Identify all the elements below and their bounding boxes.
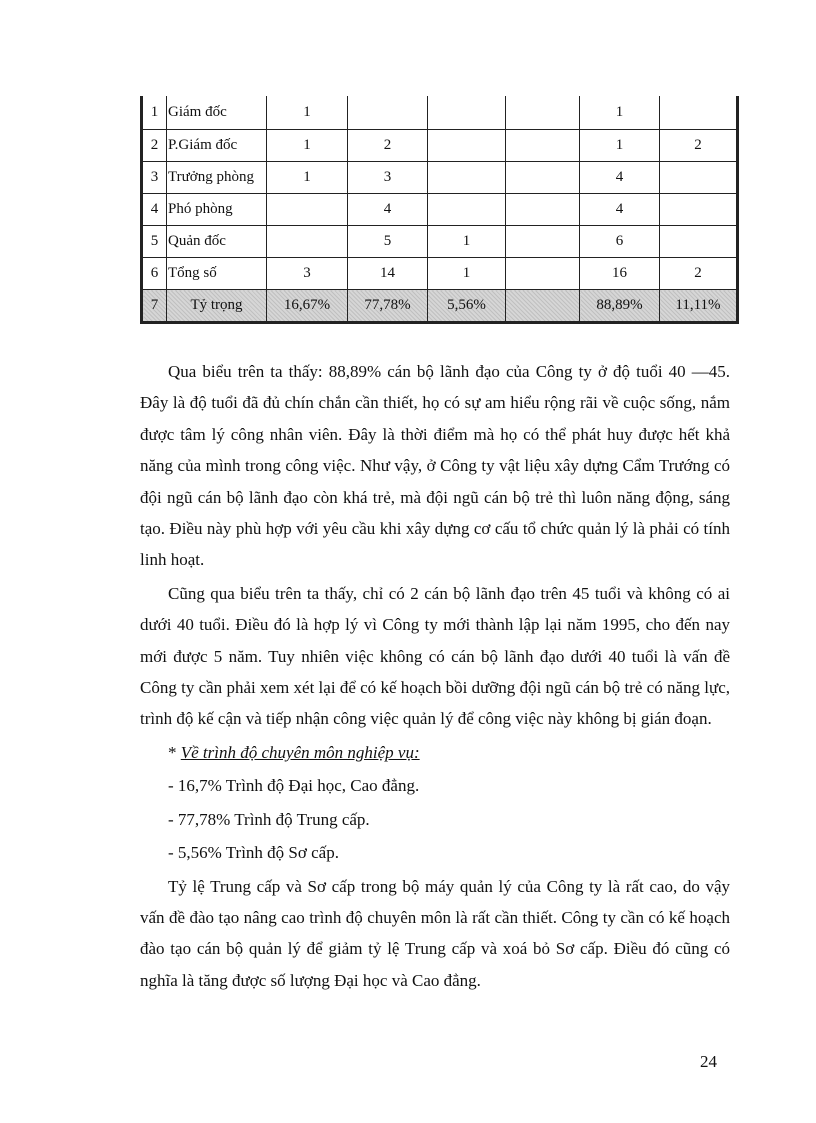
table-cell — [428, 162, 506, 194]
table-total-row — [142, 290, 738, 323]
staff-age-table — [140, 96, 739, 324]
row-number: 3 — [142, 162, 167, 194]
table-cell — [506, 162, 580, 194]
table-cell — [428, 96, 506, 130]
row-number: 4 — [142, 194, 167, 226]
table-cell: 2 — [660, 130, 738, 162]
row-number: 5 — [142, 226, 167, 258]
table-cell — [506, 130, 580, 162]
table-cell: 1 — [267, 96, 348, 130]
row-number: 7 — [142, 290, 167, 323]
table-cell — [506, 258, 580, 290]
page-number: 24 — [700, 1052, 717, 1071]
table-cell — [267, 226, 348, 258]
table-cell: 3 — [267, 258, 348, 290]
table-cell: 2 — [660, 258, 738, 290]
table-row — [142, 258, 738, 290]
paragraph: Tỷ lệ Trung cấp và Sơ cấp trong bộ máy quản lý của Công ty là rất cao, do vậy vấn đề đào tạo nâng cao trình độ chuyên môn là rất cần thiết. Công ty cần có kế hoạch đào tạo cán bộ quản lý để giảm tỷ lệ Trung cấp và xoá bỏ Sơ cấp. Điều đó cũng có nghĩa là tăng được số lượng Đại học và Cao đẳng. — [140, 876, 730, 990]
row-number: 2 — [142, 130, 167, 162]
table-row — [142, 226, 738, 258]
row-number: 6 — [142, 258, 167, 290]
table-cell: 4 — [580, 194, 660, 226]
table-cell — [506, 290, 580, 323]
position-title: Trưởng phòng — [167, 162, 267, 194]
paragraph: Qua biểu trên ta thấy: 88,89% cán bộ lãnh đạo của Công ty ở độ tuổi 40 —45. Đây là độ tuổi đã đủ chín chắn cần thiết, họ có sự am hiểu rộng rãi về cuộc sống, nắm được tâm lý công nhân viên. Đây là thời điểm mà họ có thể phát huy được hết khả năng của mình trong công việc. Như vậy, ở Công ty vật liệu xây dựng Cẩm Trướng có đội ngũ cán bộ lãnh đạo còn khá trẻ, mà đội ngũ cán bộ trẻ thì luôn năng động, sáng tạo. Điều này phù hợp với yêu cầu khi xây dựng cơ cấu tổ chức quản lý là phải có tính linh hoạt. — [140, 362, 730, 570]
table-cell: 1 — [267, 162, 348, 194]
table-cell: 16,67% — [267, 290, 348, 323]
table-cell: 3 — [348, 162, 428, 194]
table-cell — [506, 226, 580, 258]
body-text — [140, 356, 730, 998]
table-cell — [267, 194, 348, 226]
table-row — [142, 194, 738, 226]
heading-bullet: * — [168, 742, 181, 762]
table-cell: 77,78% — [348, 290, 428, 323]
table-cell: 14 — [348, 258, 428, 290]
table-cell — [660, 162, 738, 194]
table-cell — [506, 96, 580, 130]
table-cell: 1 — [580, 96, 660, 130]
table-cell: 1 — [428, 258, 506, 290]
table-cell: 2 — [348, 130, 428, 162]
position-title: Tỷ trọng — [167, 290, 267, 323]
position-title: Quản đốc — [167, 226, 267, 258]
table-cell: 11,11% — [660, 290, 738, 323]
table-row — [142, 162, 738, 194]
table-cell: 5,56% — [428, 290, 506, 323]
row-number: 1 — [142, 96, 167, 130]
table-cell: 16 — [580, 258, 660, 290]
table-cell: 6 — [580, 226, 660, 258]
table-cell — [660, 194, 738, 226]
position-title: Giám đốc — [167, 96, 267, 130]
table-cell — [348, 96, 428, 130]
paragraph: Cũng qua biểu trên ta thấy, chỉ có 2 cán bộ lãnh đạo trên 45 tuổi và không có ai dưới 40 tuổi. Điều đó là hợp lý vì Công ty mới thành lập lại năm 1995, cho đến nay mới được 5 năm. Tuy nhiên việc không có cán bộ lãnh đạo dưới 40 tuổi là vấn đề Công ty cần phải xem xét lại để có kế hoạch bồi dưỡng đội ngũ cán bộ trẻ có năng lực, trình độ kế cận và tiếp nhận công việc quản lý để công việc này không bị gián đoạn. — [140, 583, 730, 729]
table-cell: 88,89% — [580, 290, 660, 323]
table-cell: 1 — [428, 226, 506, 258]
table-cell: 5 — [348, 226, 428, 258]
list-item: - 5,56% Trình độ Sơ cấp. — [168, 843, 339, 863]
heading-text: Về trình độ chuyên môn nghiệp vụ: — [180, 742, 420, 762]
table-cell: 1 — [267, 130, 348, 162]
table-cell — [506, 194, 580, 226]
table-cell — [660, 96, 738, 130]
table-cell — [428, 194, 506, 226]
position-title: P.Giám đốc — [167, 130, 267, 162]
table-cell — [428, 130, 506, 162]
table-cell — [660, 226, 738, 258]
list-item: - 77,78% Trình độ Trung cấp. — [168, 809, 370, 829]
table-cell: 1 — [580, 130, 660, 162]
table-row — [142, 96, 738, 130]
table-row — [142, 130, 738, 162]
section-heading — [140, 737, 730, 768]
position-title: Phó phòng — [167, 194, 267, 226]
table-cell: 4 — [580, 162, 660, 194]
position-title: Tổng số — [167, 258, 267, 290]
table-cell: 4 — [348, 194, 428, 226]
list-item: - 16,7% Trình độ Đại học, Cao đẳng. — [168, 776, 420, 796]
